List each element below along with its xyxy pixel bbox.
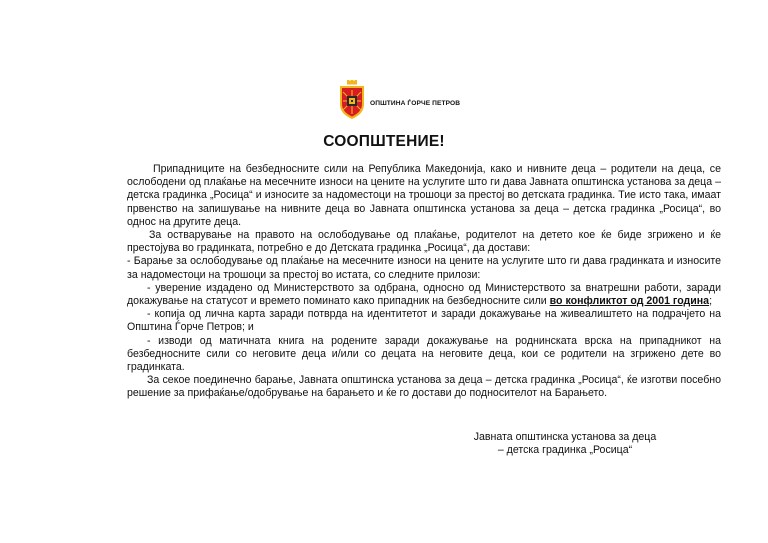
certificate-text: - уверение издадено од Министерството за одбрана, односно од Министерството за внатрешни работи, заради докажување на статусот и времето поминато како припадник на безбедносните сили [127, 281, 721, 308]
paragraph-birth-register: - изводи од матичната книга на родените заради докажување на роднинската врска на припадникот на безбедносните сили со неговите деца и/или со децата на неговите деца, кои се родители на згрижено дете во градинката. [127, 334, 721, 374]
municipal-coat-of-arms-icon [337, 80, 367, 120]
municipality-name: ОПШТИНА ЃОРЧЕ ПЕТРОВ [370, 100, 461, 107]
conflict-2001-emphasis: во конфликтот од 2001 година [549, 295, 710, 308]
paragraph-decision: За секое поединечно барање, Јавната општинска установа за деца – детска градинка „Росица“, ќе изготви посебно решение за прифаќање/одобрување на барањето и ќе го достави до подносителот на Барањето. [127, 374, 721, 400]
paragraph-intro: Припадниците на безбедносните сили на Република Македонија, како и нивните деца – родители на деца, се ослободени од плаќање на месечните износи на цените на услугите што ги дава Јавната општинска установа за деца – детска градинка „Росица“ и износите за надоместоци на трошоци за престој во детската градинка. Тие исто така, имаат првенство на запишување на нивните деца во Јавната општинска установа за деца – детска градинка „Росица“, во однос на другите деца. [127, 163, 721, 228]
announcement-body [127, 163, 721, 401]
paragraph-right-conditions: За остварување на правото на ослободување од плаќање, родителот на детето кое ќе биде згрижено и ќе престојува во градинката, потребно е до Детската градинка „Росица“, да достави: [127, 229, 721, 255]
signature-line-2: – детска градинка „Росица“ [497, 444, 633, 457]
signature-line-1: Јавната општинска установа за деца [473, 431, 657, 443]
certificate-end: ; [709, 295, 713, 308]
page-title: СООПШТЕНИЕ! [323, 133, 445, 150]
signature-block [440, 431, 690, 457]
paragraph-request: - Барање за ослободување од плаќање на месечните износи на цените на услугите што ги дава градинката и износите за надоместоци на трошоци за престој во истата, со следните прилози: [127, 255, 721, 281]
paragraph-id-card: - копија од лична карта заради потврда на идентитетот и заради докажување на живеалиштето на подрачјето на Општина Ѓорче Петров; и [127, 308, 721, 334]
paragraph-certificate [127, 282, 721, 308]
